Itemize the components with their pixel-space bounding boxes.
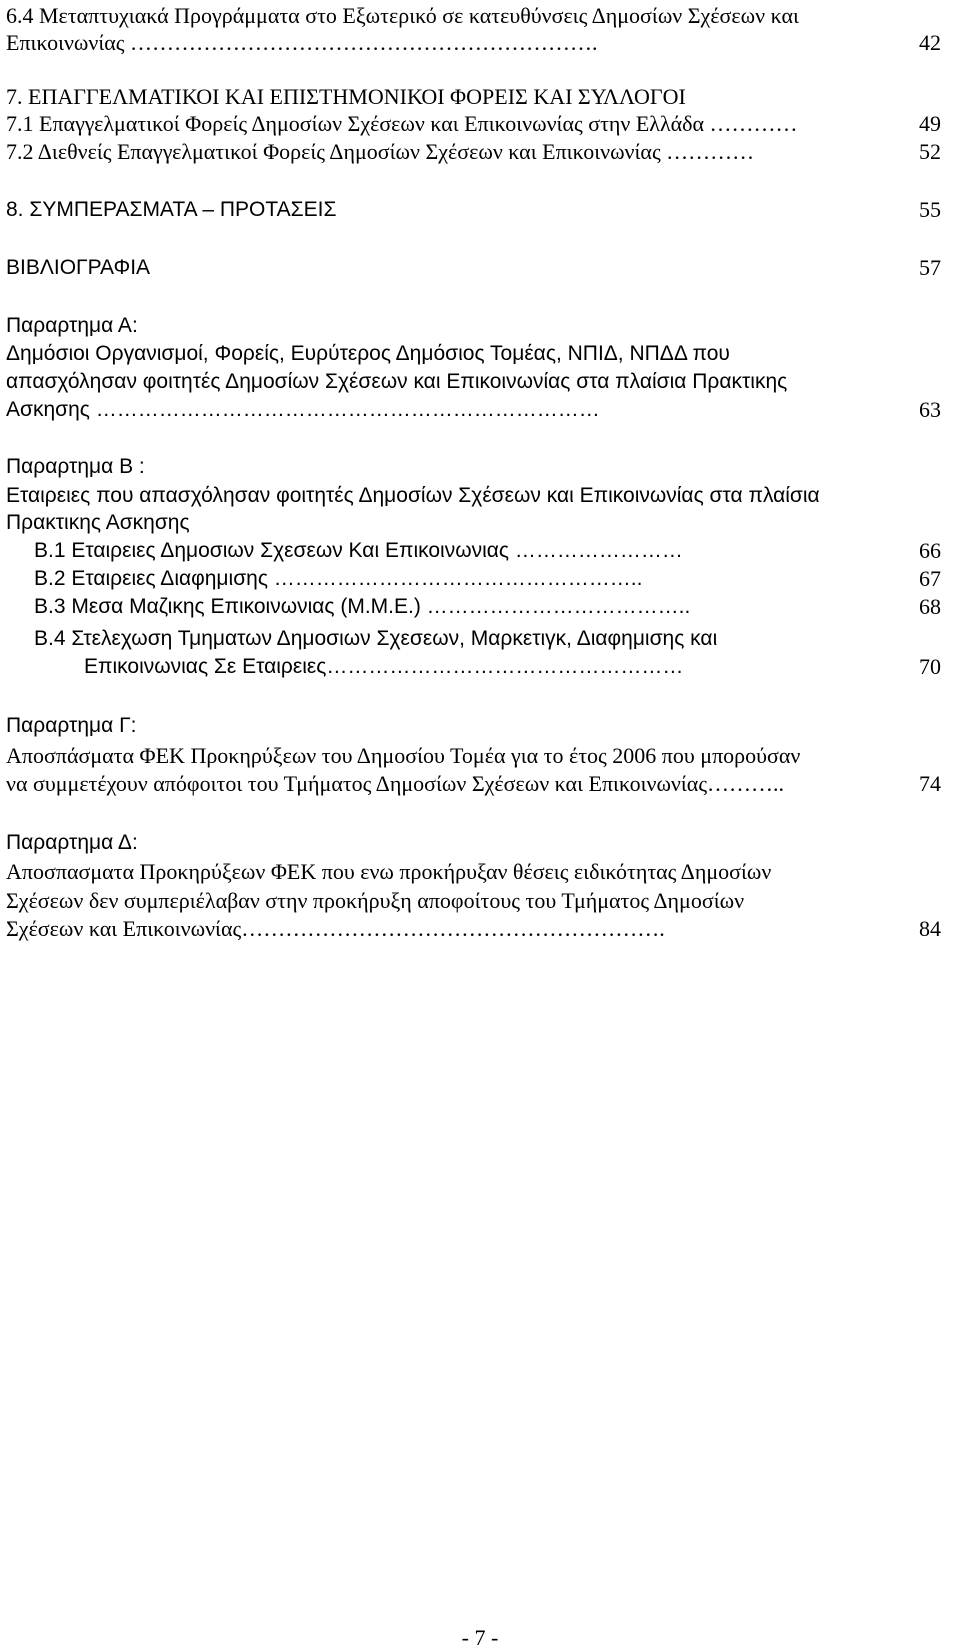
toc-entry-6-4-page: 42 <box>919 30 941 55</box>
appendix-d-line3: Σχέσεων και Επικοινωνίας…………………………………………………. <box>6 916 665 941</box>
toc-entry-7-2-page: 52 <box>919 139 941 164</box>
toc-section-8: 8. ΣΥΜΠΕΡΑΣΜΑΤΑ – ΠΡΟΤΑΣΕΙΣ <box>6 198 337 221</box>
appendix-d-heading: Παραρτημα Δ: <box>6 831 138 854</box>
appendix-d-line1: Αποσπασματα Προκηρύξεων ΦΕΚ που ενω προκήρυξαν θέσεις ειδικότητας Δημοσίων <box>6 859 772 884</box>
toc-entry-7-1: 7.1 Επαγγελματικοί Φορείς Δημοσίων Σχέσεων και Επικοινωνίας στην Ελλάδα ………… <box>6 111 798 136</box>
appendix-c-line1: Αποσπάσματα ΦΕΚ Προκηρύξεων του Δημοσίου Τομέα για το έτος 2006 που μπορούσαν <box>6 743 801 768</box>
appendix-c-page: 74 <box>919 771 941 796</box>
appendix-b3: Β.3 Μεσα Μαζικης Επικοινωνιας (Μ.Μ.Ε.) ……………………………….. <box>34 595 691 618</box>
toc-bibliography-page: 57 <box>919 255 941 280</box>
appendix-b4-page: 70 <box>919 654 941 679</box>
appendix-b1-page: 66 <box>919 538 941 563</box>
appendix-b-heading: Παραρτημα Β : <box>6 455 145 478</box>
appendix-c-heading: Παραρτημα Γ: <box>6 714 137 737</box>
toc-section-8-page: 55 <box>919 197 941 222</box>
appendix-b2-page: 67 <box>919 566 941 591</box>
appendix-d-line2: Σχέσεων δεν συμπεριέλαβαν στην προκήρυξη αποφοίτους του Τμήματος Δημοσίων <box>6 888 745 913</box>
toc-section-7-title: 7. ΕΠΑΓΓΕΛΜΑΤΙΚΟΙ ΚΑΙ ΕΠΙΣΤΗΜΟΝΙΚΟΙ ΦΟΡΕΙΣ ΚΑΙ ΣΥΛΛΟΓΟΙ <box>6 84 686 109</box>
appendix-b4-line2: Επικοινωνιας Σε Εταιρειες…………………………………………… <box>84 655 684 678</box>
appendix-a-line1: Δημόσιοι Οργανισμοί, Φορείς, Ευρύτερος Δημόσιος Τομέας, ΝΠΙΔ, ΝΠΔΔ που <box>6 342 730 365</box>
appendix-b1: Β.1 Εταιρειες Δημοσιων Σχεσεων Και Επικοινωνιας …………………… <box>34 539 683 562</box>
appendix-a-page: 63 <box>919 397 941 422</box>
appendix-a-heading: Παραρτημα Α: <box>6 314 138 337</box>
appendix-b3-page: 68 <box>919 594 941 619</box>
appendix-c-line2: να συμμετέχουν απόφοιτοι του Τμήματος Δημοσίων Σχέσεων και Επικοινωνίας……….. <box>6 771 785 796</box>
appendix-b4-line1: Β.4 Στελεχωση Τμηματων Δημοσιων Σχεσεων, Μαρκετιγκ, Διαφημισης και <box>34 627 718 650</box>
toc-entry-6-4-line2: Επικοινωνίας ………………………………………………………. <box>6 30 598 55</box>
appendix-b2: Β.2 Εταιρειες Διαφημισης …………………………………………….. <box>34 567 643 590</box>
appendix-a-line2: απασχόλησαν φοιτητές Δημοσίων Σχέσεων και Επικοινωνίας στα πλαίσια Πρακτικης <box>6 370 788 393</box>
appendix-a-line3: Ασκησης ……………………………………………………………… <box>6 398 600 421</box>
appendix-d-page: 84 <box>919 916 941 941</box>
toc-entry-7-1-page: 49 <box>919 111 941 136</box>
footer-page-number: - 7 - <box>461 1625 499 1650</box>
toc-entry-7-2: 7.2 Διεθνείς Επαγγελματικοί Φορείς Δημοσίων Σχέσεων και Επικοινωνίας ………… <box>6 139 755 164</box>
appendix-b-line2: Πρακτικης Ασκησης <box>6 511 190 534</box>
toc-bibliography: ΒΙΒΛΙΟΓΡΑΦΙΑ <box>6 256 151 279</box>
appendix-b-line1: Εταιρειες που απασχόλησαν φοιτητές Δημοσίων Σχέσεων και Επικοινωνίας στα πλαίσια <box>6 484 820 507</box>
toc-entry-6-4-line1: 6.4 Μεταπτυχιακά Προγράμματα στο Εξωτερικό σε κατευθύνσεις Δημοσίων Σχέσεων και <box>6 3 799 28</box>
